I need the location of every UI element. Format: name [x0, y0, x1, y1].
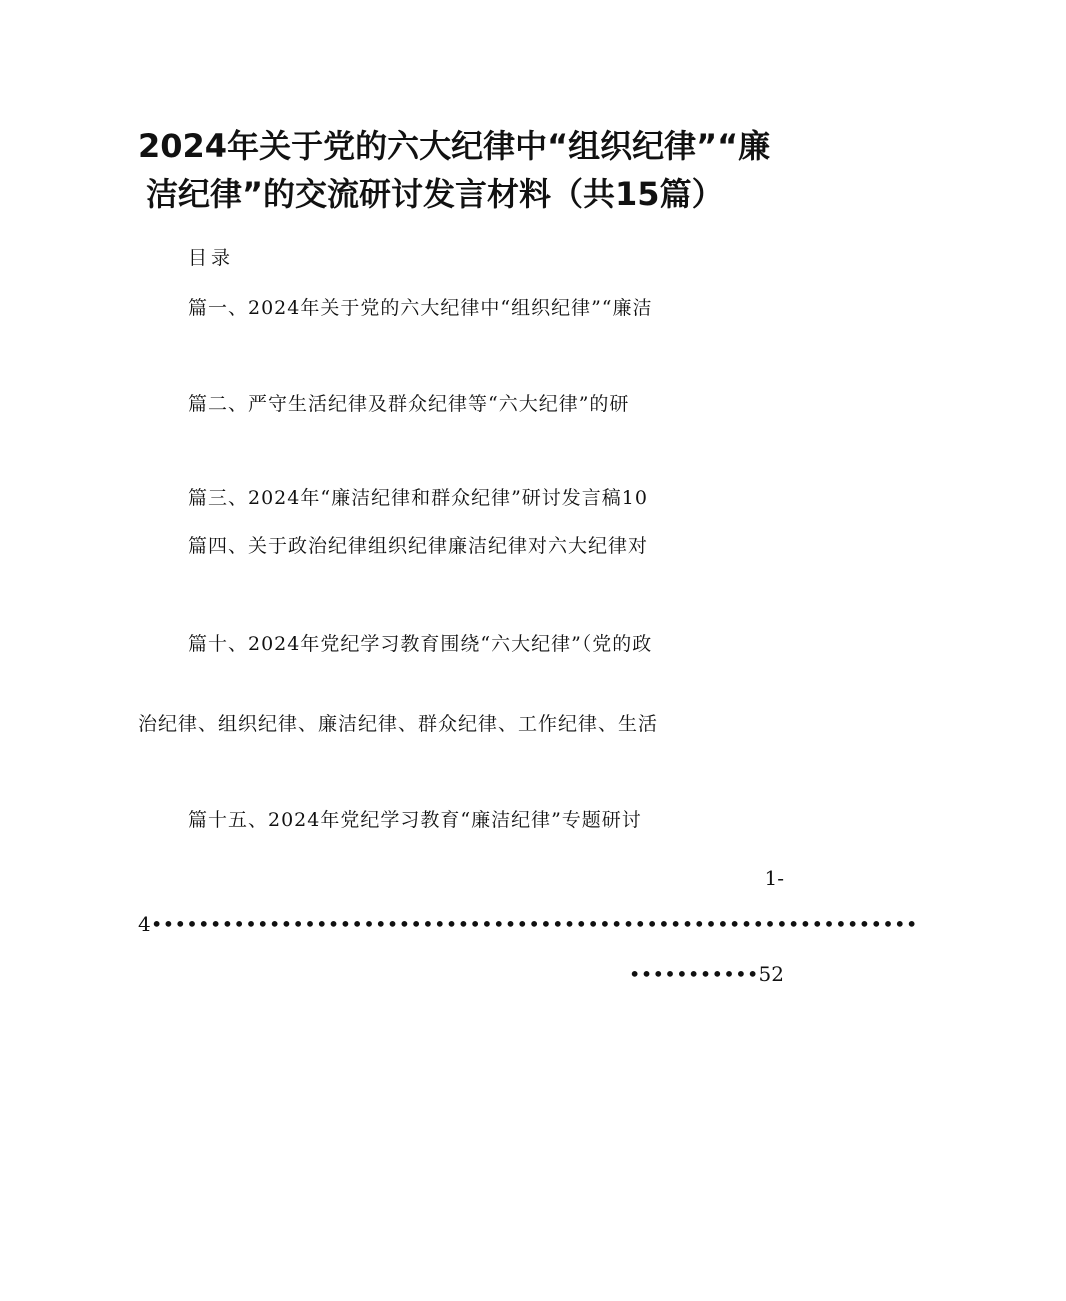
toc-heading: 目录 — [188, 247, 235, 269]
toc-entry-continuation: 治纪律、组织纪律、廉洁纪律、群众纪律、工作纪律、生活 — [138, 713, 659, 735]
page-reference-end: •••••••••••52 — [628, 962, 784, 986]
document-title-line-1: 2024年关于党的六大纪律中“组织纪律”“廉 — [138, 127, 771, 165]
toc-leader-dots — [138, 910, 918, 938]
toc-entry: 篇十、2024年党纪学习教育围绕“六大纪律”（党的政 — [188, 633, 653, 655]
page-reference-start: 1- — [764, 866, 784, 890]
toc-entry: 篇四、关于政治纪律组织纪律廉洁纪律对六大纪律对 — [188, 535, 649, 557]
toc-leader-dots-text: 4••••••••••••••••••••••••••••••••••••••••••••••••••••••••••••••••• — [138, 912, 918, 936]
toc-entry: 篇三、2024年“廉洁纪律和群众纪律”研讨发言稿10 — [188, 487, 648, 509]
toc-entry: 篇十五、2024年党纪学习教育“廉洁纪律”专题研讨 — [188, 809, 642, 831]
toc-entry: 篇二、严守生活纪律及群众纪律等“六大纪律”的研 — [188, 393, 630, 415]
document-title-line-2: 洁纪律”的交流研讨发言材料（共15篇） — [146, 175, 724, 213]
toc-entry: 篇一、2024年关于党的六大纪律中“组织纪律”“廉洁 — [188, 297, 653, 319]
